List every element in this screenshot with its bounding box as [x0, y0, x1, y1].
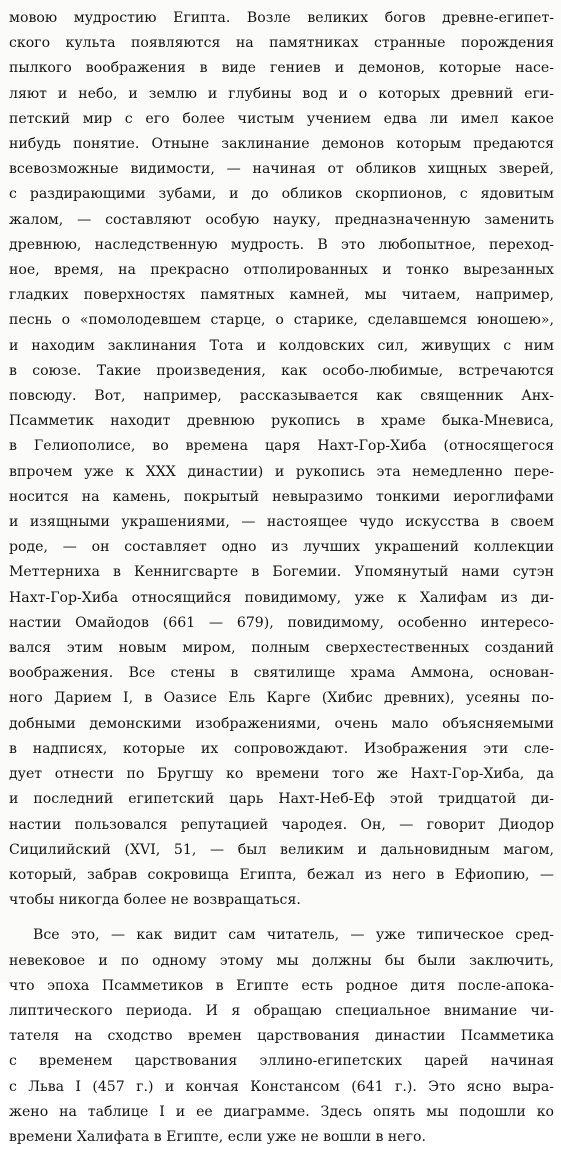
text-line: и находим заклинания Тота и колдовских сил, живущих с ним — [9, 337, 554, 354]
text-line: что эпоха Псамметиков в Египте есть родное дитя после-апока- — [9, 977, 554, 994]
text-line: липтического периода. И я обращаю специальное внимание чи- — [9, 1002, 554, 1019]
text-line: мовою мудростию Египта. Возле великих богов древне-египет- — [9, 10, 554, 26]
text-line: Все это, — как видит сам читатель, — уже типическое сред- — [33, 927, 554, 944]
paragraph-one — [9, 6, 554, 913]
text-line: с Льва I (457 г.) и кончая Констансом (641 г.). Это ясно выра- — [9, 1078, 554, 1095]
text-line: нибудь понятие. Отныне заклинание демонов которым предаются — [9, 136, 554, 153]
text-line: Псамметик находит древнюю рукопись в храме быка-Мневиса, — [9, 413, 554, 430]
text-line: в союзе. Такие произведения, как особо-любимые, встречаются — [9, 362, 554, 379]
text-line: всевозможные видимости, — начиная от обликов хищных зверей, — [9, 161, 554, 178]
text-line: ного Дарием I, в Оазисе Ель Карге (Хибис древних), усеяны по- — [9, 690, 554, 707]
text-line: добными демонскими изображениями, очень мало объясняемыми — [9, 715, 554, 732]
text-line: невековое и по одному этому мы должны бы были заключить, — [9, 952, 554, 969]
text-line: с временем царствования эллино-египетских царей начиная — [9, 1053, 554, 1070]
text-line: пылкого воображения в виде гениев и демонов, которые насе- — [9, 60, 554, 77]
text-line: и последний египетский царь Нахт-Неб-Еф этой тридцатой ди- — [9, 791, 554, 808]
text-line: ное, время, на прекрасно отполированных и тонко вырезанных — [9, 262, 554, 279]
text-line: повсюду. Вот, например, рассказывается как священник Анх- — [9, 388, 554, 405]
text-line: песнь о «помолодевшем старце, о старике, сделавшемся юношею», — [9, 312, 554, 329]
text-line: чтобы никогда более не возвращаться. — [9, 892, 301, 909]
text-line: времени Халифата в Египте, если уже не вошли в него. — [9, 1128, 426, 1145]
text-line: который, забрав сокровища Египта, бежал из него в Ефиопию, — — [9, 866, 554, 883]
text-line: дует отнести по Бругшу ко времени того же Нахт-Гор-Хиба, да — [9, 766, 554, 783]
paragraph-two — [9, 923, 554, 1150]
text-line: воображения. Все стены в святилище храма Аммона, основан- — [9, 665, 554, 682]
text-line: ляют и небо, и землю и глубины вод и о которых древний еги- — [9, 85, 554, 102]
text-line: петский мир с его более чистым учением едва ли имел какое — [9, 110, 554, 127]
text-line: с раздирающими зубами, и до обликов скорпионов, с ядовитым — [9, 186, 554, 203]
text-line: настии Омайодов (661 — 679), повидимому, особенно интересо- — [9, 614, 554, 631]
text-line: ского культа появляются на памятниках странные порождения — [9, 35, 554, 52]
text-line: вался этим новым миром, полным сверхестественных созданий — [9, 640, 554, 657]
text-line: носится на камень, покрытый невыразимо тонкими иероглифами — [9, 488, 554, 505]
text-line: в надписях, которые их сопровождают. Изображения эти сле- — [9, 740, 554, 757]
text-line: впрочем уже к XXX династии) и рукопись эта немедленно пере- — [9, 463, 554, 480]
text-line: тателя на сходство времен царствования династии Псамметика — [9, 1028, 554, 1045]
text-line: древнюю, наследственную мудрость. В это любопытное, переход- — [9, 236, 554, 253]
text-line: жено на таблице I и ее диаграмме. Здесь опять мы подошли ко — [9, 1103, 554, 1120]
text-line: Меттерниха в Кеннигсварте в Богемии. Упомянутый нами сутэн — [9, 564, 554, 581]
text-line: гладких поверхностях памятных камней, мы читаем, например, — [9, 287, 554, 304]
text-line: роде, — он составляет одно из лучших украшений коллекции — [9, 539, 554, 556]
text-line: настии пользовался репутацией чародея. Он, — говорит Диодор — [9, 816, 554, 833]
text-line: Сицилийский (XVI, 51, — был великим и дальновидным магом, — [9, 841, 554, 858]
text-line: и изящными украшениями, — настоящее чудо искусства в своем — [9, 514, 554, 531]
text-line: в Гелиополисе, во времена царя Нахт-Гор-Хиба (относящегося — [9, 438, 554, 455]
text-line: Нахт-Гор-Хиба относящийся повидимому, уже к Халифам из ди- — [9, 589, 554, 606]
text-line: жалом, — составляют особую науку, предназначенную заменить — [9, 211, 554, 228]
